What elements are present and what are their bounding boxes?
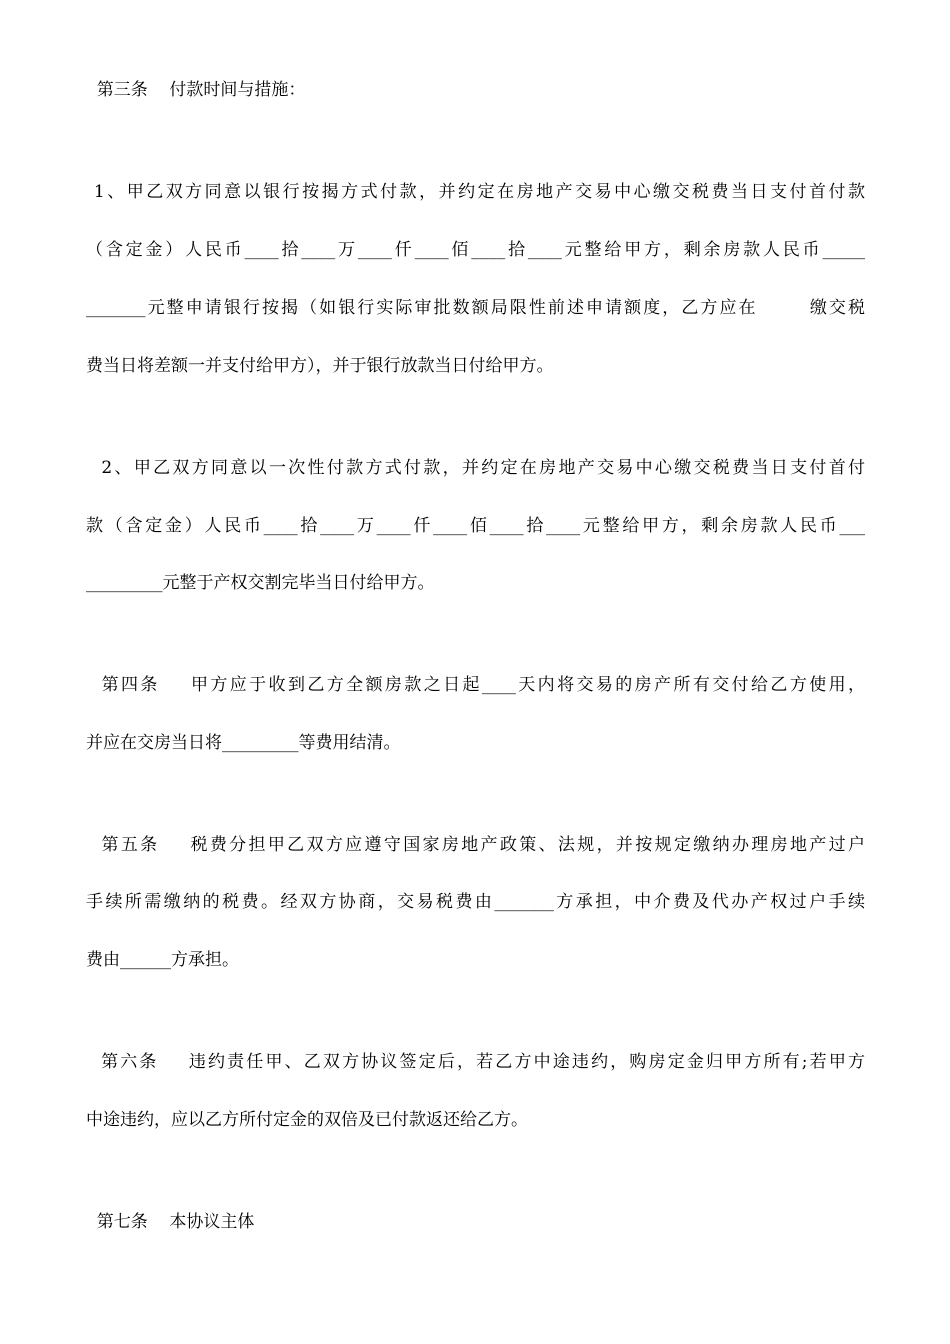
- article-3-clause-1-line-2: （含定金）人民币____拾____万____仟____佰____拾____元整给甲方，剩余房款人民币_____: [86, 240, 865, 260]
- article-3-clause-2-line-2: 款（含定金）人民币____拾____万____仟____佰____拾____元整给甲方，剩余房款人民币___: [86, 516, 865, 536]
- article-3-clause-2-line-1: 2、甲乙双方同意以一次性付款方式付款，并约定在房地产交易中心缴交税费当日支付首付: [86, 458, 865, 478]
- article-3-clause-1-line-3: _______元整申请银行按揭（如银行实际审批数额局限性前述申请额度，乙方应在 缴交税: [86, 298, 865, 318]
- article-6-line-1: 第六条 违约责任甲、乙双方协议签定后，若乙方中途违约，购房定金归甲方所有;若甲方: [86, 1052, 865, 1072]
- article-4-line-2: 并应在交房当日将_________等费用结清。: [86, 733, 401, 753]
- article-7-heading: 第七条 本协议主体: [86, 1212, 255, 1232]
- article-3-heading: 第三条 付款时间与措施：: [86, 80, 306, 100]
- article-5-line-1: 第五条 税费分担甲乙双方应遵守国家房地产政策、法规，并按规定缴纳办理房地产过户: [86, 835, 865, 855]
- article-3-clause-1-line-1: 1、甲乙双方同意以银行按揭方式付款，并约定在房地产交易中心缴交税费当日支付首付款: [86, 182, 865, 202]
- article-6-line-2: 中途违约，应以乙方所付定金的双倍及已付款返还给乙方。: [86, 1110, 528, 1130]
- article-3-clause-1-line-4: 费当日将差额一并支付给甲方），并于银行放款当日付给甲方。: [86, 356, 554, 376]
- article-5-line-3: 费由______方承担。: [86, 950, 239, 970]
- article-4-line-1: 第四条 甲方应于收到乙方全额房款之日起____天内将交易的房产所有交付给乙方使用，: [86, 675, 865, 695]
- article-3-clause-2-line-3: _________元整于产权交割完毕当日付给甲方。: [86, 573, 435, 593]
- article-5-line-2: 手续所需缴纳的税费。经双方协商，交易税费由_______方承担，中介费及代办产权过户手续: [86, 892, 865, 912]
